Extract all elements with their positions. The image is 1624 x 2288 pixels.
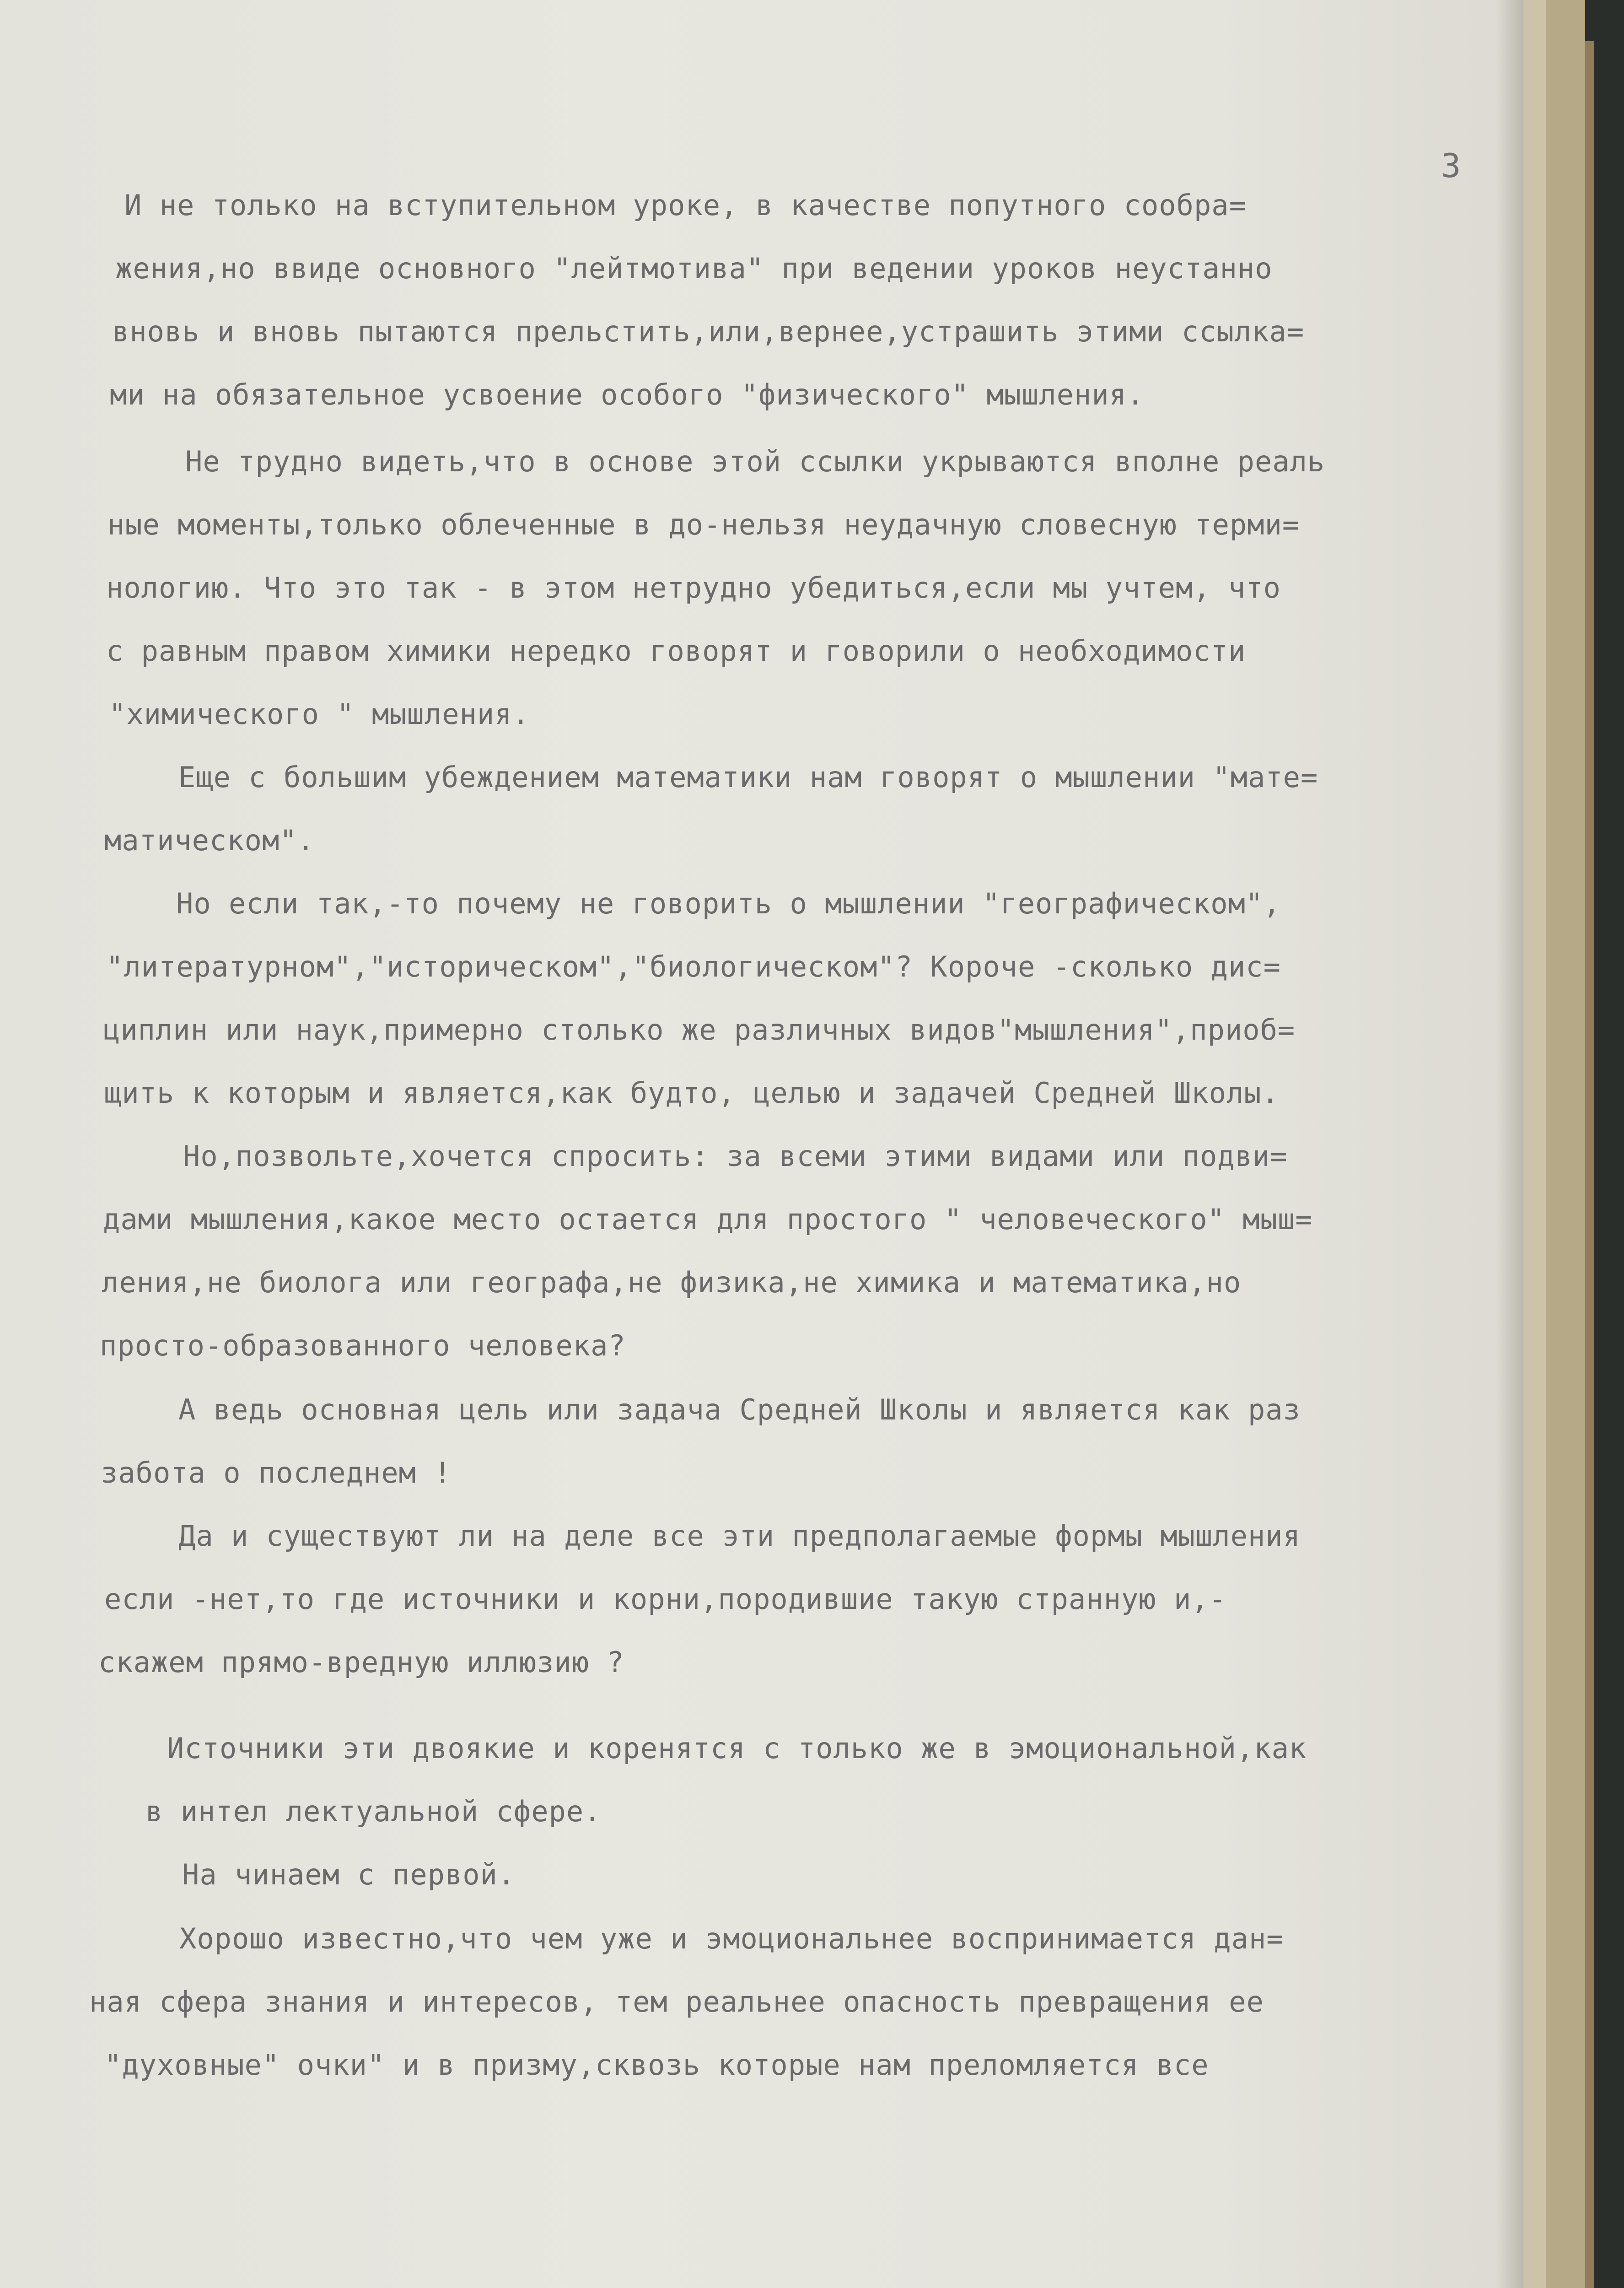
text-line: Еще с большим убеждением математики нам говорят о мышлении "мате= [178,761,1318,794]
text-line: ная сфера знания и интересов, тем реальнее опасность превращения ее [89,1985,1264,2018]
text-line: Но,позвольте,хочется спросить: за всеми этими видами или подви= [183,1139,1288,1173]
text-line: Но если так,-то почему не говорить о мышлении "географическом", [176,887,1281,920]
text-line: Да и существуют ли на деле все эти предполагаемые формы мышления [178,1519,1301,1553]
text-line: А ведь основная цель или задача Средней Школы и является как раз [178,1393,1301,1426]
text-line: матическом". [104,824,315,857]
text-line: Источники эти двоякие и коренятся с только же в эмоциональной,как [167,1732,1307,1765]
text-line: ления,не биолога или географа,не физика,не химика и математика,но [102,1266,1242,1299]
text-line: "литературном","историческом","биологическом"? Короче -сколько дис= [106,950,1281,983]
text-line: с равным правом химики нередко говорят и говорили о необходимости [106,634,1246,668]
text-line: "духовные" очки" и в призму,сквозь которые нам преломляется все [104,2048,1209,2082]
text-line: "химического " мышления. [109,697,530,731]
text-line: циплин или наук,примерно столько же различных видов"мышления",приоб= [103,1013,1296,1047]
text-line: щить к которым и является,как будто, целью и задачей Средней Школы. [104,1076,1279,1110]
text-line: если -нет,то где источники и корни,породившие такую странную и,- [104,1582,1226,1616]
text-line: И не только на вступительном уроке, в качестве попутного сообра= [124,189,1247,222]
text-line: забота о последнем ! [101,1456,452,1489]
text-line: нологию. Что это так - в этом нетрудно убедиться,если мы учтем, что [106,571,1281,604]
text-line: ми на обязательное усвоение особого "физического" мышления. [110,378,1145,411]
text-line: Не трудно видеть,что в основе этой ссылки укрываются вполне реаль [185,445,1325,478]
text-line: скажем прямо-вредную иллюзию ? [98,1646,624,1679]
text-line: в интел лектуальной сфере. [145,1795,602,1828]
text-line: вновь и вновь пытаются прельстить,или,вернее,устрашить этими ссылка= [112,315,1305,348]
page-number: 3 [1441,146,1461,185]
text-line: просто-образованного человека? [100,1329,626,1362]
text-line: На чинаем с первой. [182,1858,516,1891]
text-line: жения,но ввиде основного "лейтмотива" при ведении уроков неустанно [115,252,1273,285]
text-line: ные моменты,только облеченные в до-нельзя неудачную словесную терми= [108,508,1300,541]
text-line: Хорошо известно,что чем уже и эмоциональнее воспринимается дан= [179,1922,1284,1955]
text-line: дами мышления,какое место остается для простого " человеческого" мыш= [103,1203,1313,1236]
